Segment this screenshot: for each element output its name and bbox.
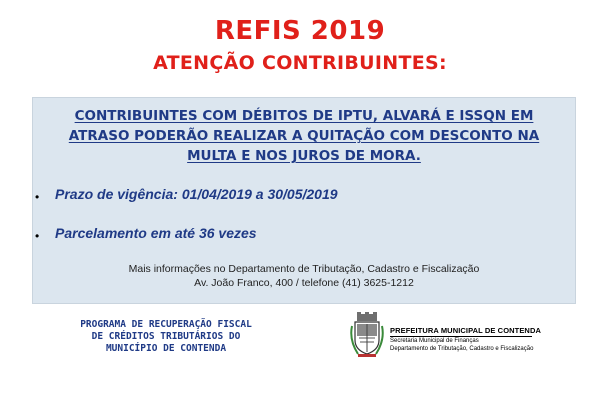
page-subtitle: ATENÇÃO CONTRIBUINTES: (153, 52, 447, 74)
program-line: PROGRAMA DE RECUPERAÇÃO FISCAL (80, 319, 252, 330)
bullet-dot: • (35, 229, 40, 243)
contact-line: Av. João Franco, 400 / telefone (41) 3625-1212 (194, 277, 414, 289)
page-title: REFIS 2019 (214, 16, 386, 46)
intro-line: MULTA E NOS JUROS DE MORA. (187, 148, 421, 164)
municipal-coat-of-arms-icon (348, 312, 386, 358)
bullet-dot: • (35, 190, 40, 204)
prefeitura-name: PREFEITURA MUNICIPAL DE CONTENDA (390, 326, 541, 335)
validity-period-text: Prazo de vigência: 01/04/2019 a 30/05/2019 (55, 186, 338, 202)
installments-text: Parcelamento em até 36 vezes (55, 225, 257, 241)
info-panel (32, 97, 576, 304)
contact-info (33, 262, 575, 290)
prefeitura-departamento: Departamento de Tributação, Cadastro e Fiscalização (390, 345, 534, 352)
program-line: MUNICÍPIO DE CONTENDA (105, 343, 227, 354)
intro-line: CONTRIBUINTES COM DÉBITOS DE IPTU, ALVARÁ E ISSQN EM (74, 108, 534, 124)
contact-line: Mais informações no Departamento de Tributação, Cadastro e Fiscalização (128, 263, 480, 275)
program-line: DE CRÉDITOS TRIBUTÁRIOS DO (91, 331, 241, 342)
intro-text (33, 106, 575, 166)
prefeitura-block (390, 326, 541, 353)
intro-line: ATRASO PODERÃO REALIZAR A QUITAÇÃO COM DESCONTO NA (68, 128, 540, 144)
program-name (66, 319, 266, 355)
prefeitura-secretaria: Secretaria Municipal de Finanças (390, 338, 479, 344)
prefeitura-divider (390, 336, 532, 337)
